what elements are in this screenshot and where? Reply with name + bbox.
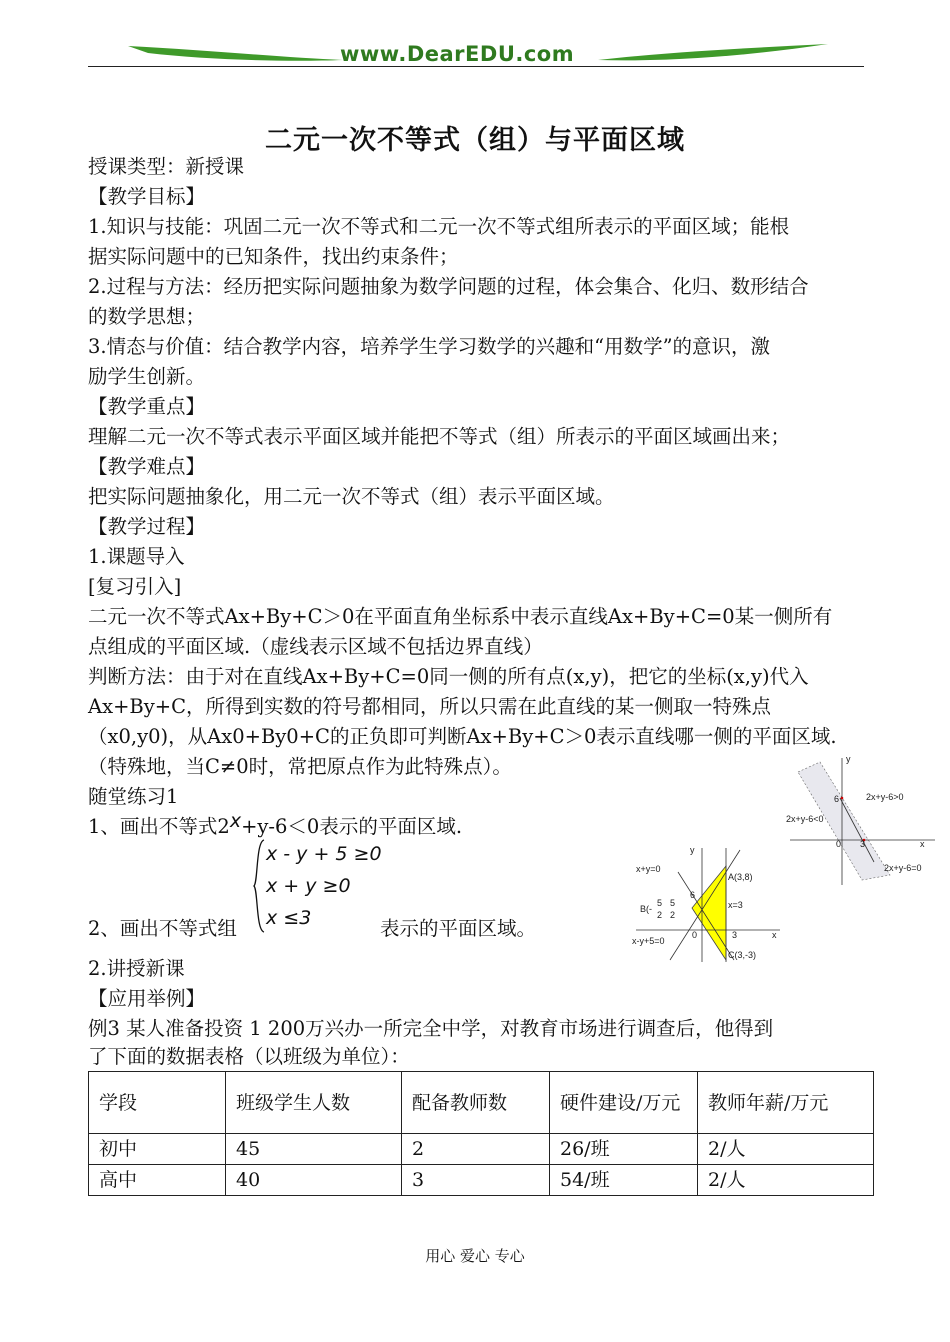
goal-3-cont: 励学生创新。 [88, 365, 206, 388]
difficulty-point: 把实际问题抽象化，用二元一次不等式（组）表示平面区域。 [88, 485, 615, 508]
graph-2-label: x [772, 930, 777, 940]
example-3-cont: 了下面的数据表格（以班级为单位）： [88, 1045, 410, 1068]
table-cell: 40 [226, 1165, 402, 1196]
site-logo-text: www.DearEDU.com [340, 42, 575, 66]
key-point: 理解二元一次不等式表示平面区域并能把不等式（组）所表示的平面区域画出来； [88, 425, 791, 448]
graph-2-label: A(3,8) [728, 872, 753, 882]
table-cell: 45 [226, 1134, 402, 1165]
table-cell: 2 [402, 1134, 550, 1165]
graph-exercise-2 [630, 842, 790, 964]
graph-2-label: 2 [670, 910, 676, 920]
section-heading-key: 【教学重点】 [88, 395, 206, 418]
table-cell: 54/班 [550, 1165, 698, 1196]
goal-1: 1.知识与技能：巩固二元一次不等式和二元一次不等式组所表示的平面区域；能根 [88, 215, 790, 238]
graph-2-label: 5 [670, 898, 676, 908]
section-heading-process: 【教学过程】 [88, 515, 206, 538]
graph-1-label: x [920, 839, 925, 849]
graph-1-label: 2x+y-6=0 [884, 863, 922, 873]
paragraph-line: （特殊地，当C≠0时，常把原点作为此特殊点）。 [88, 755, 512, 778]
table-cell: 高中 [89, 1165, 226, 1196]
step-intro: 1.课题导入 [88, 545, 185, 568]
graph-1-label: 0 [836, 839, 842, 849]
graph-2-label: 2 [657, 910, 663, 920]
goal-1-cont: 据实际问题中的已知条件，找出约束条件； [88, 245, 459, 268]
inequality-2: x + y ≥0 [266, 875, 351, 897]
graph-2-label: x-y+5=0 [632, 936, 665, 946]
graph-1-label: 3 [860, 839, 866, 849]
goal-2-cont: 的数学思想； [88, 305, 206, 328]
header-rule [88, 66, 864, 67]
table-header-cell: 教师年薪/万元 [698, 1072, 874, 1134]
table-cell: 3 [402, 1165, 550, 1196]
table-cell: 初中 [89, 1134, 226, 1165]
exercise-1-x: x [229, 810, 242, 832]
section-heading-goals: 【教学目标】 [88, 185, 206, 208]
inequality-3: x ≤3 [266, 907, 312, 929]
paragraph-line: 判断方法：由于对在直线Ax+By+C=0同一侧的所有点(x,y)，把它的坐标(x,y)代入 [88, 665, 809, 688]
graph-2-label: x+y=0 [636, 864, 661, 874]
graph-2-label: B(- [640, 904, 652, 914]
goal-3: 3.情态与价值：结合教学内容，培养学生学习数学的兴趣和“用数学”的意识，激 [88, 335, 771, 358]
table-header-cell: 硬件建设/万元 [550, 1072, 698, 1134]
graph-1-label: 6 [834, 794, 840, 804]
data-table [88, 1071, 874, 1196]
paragraph-line: Ax+By+C，所得到实数的符号都相同，所以只需在此直线的某一侧取一特殊点 [88, 695, 772, 718]
table-cell: 2/人 [698, 1165, 874, 1196]
goal-2: 2.过程与方法：经历把实际问题抽象为数学问题的过程，体会集合、化归、数形结合 [88, 275, 809, 298]
paragraph-line: 点组成的平面区域.（虚线表示区域不包括边界直线） [88, 635, 543, 658]
exercise-2-prefix: 2、画出不等式组 [88, 917, 237, 940]
inequality-1: x - y + 5 ≥0 [266, 843, 382, 865]
table-header-cell: 班级学生人数 [226, 1072, 402, 1134]
table-header-cell: 配备教师数 [402, 1072, 550, 1134]
step-new-lesson: 2.讲授新课 [88, 957, 185, 980]
table-header-cell: 学段 [89, 1072, 226, 1134]
graph-1-label: 2x+y-6>0 [866, 792, 904, 802]
graph-exercise-1 [780, 750, 940, 885]
paragraph-line: 二元一次不等式Ax+By+C＞0在平面直角坐标系中表示直线Ax+By+C=0某一侧所有 [88, 605, 833, 628]
table-cell: 2/人 [698, 1134, 874, 1165]
graph-2-label: C(3,-3) [728, 950, 757, 960]
graph-2-label: 5 [657, 898, 663, 908]
section-heading-examples: 【应用举例】 [88, 987, 206, 1010]
table-header-row [89, 1072, 874, 1134]
inequality-system [266, 838, 382, 934]
example-3: 例3 某人准备投资 1 200万兴办一所完全中学，对教育市场进行调查后，他得到 [88, 1017, 774, 1040]
exercise-2-suffix: 表示的平面区域。 [380, 917, 537, 940]
table-cell: 26/班 [550, 1134, 698, 1165]
brace-icon [252, 838, 266, 934]
exercise-1-prefix: 1、画出不等式2 [88, 815, 230, 838]
page-footer: 用心 爱心 专心 [425, 1247, 525, 1265]
page-title: 二元一次不等式（组）与平面区域 [265, 125, 685, 156]
graph-1-label: y [846, 754, 851, 764]
review-label: [复习引入] [88, 575, 182, 598]
lesson-type: 授课类型：新授课 [88, 155, 245, 178]
paragraph-line: （x0,y0)，从Ax0+By0+C的正负即可判断Ax+By+C＞0表示直线哪一侧的平面区域. [88, 725, 837, 748]
graph-2-label: x=3 [728, 900, 743, 910]
section-heading-difficulty: 【教学难点】 [88, 455, 206, 478]
practice-heading: 随堂练习1 [88, 785, 179, 808]
graph-1-label: 2x+y-6<0 [786, 814, 824, 824]
graph-2-label: 3 [732, 930, 738, 940]
table-row [89, 1165, 874, 1196]
table-row [89, 1134, 874, 1165]
exercise-1-suffix: +y-6＜0表示的平面区域. [241, 815, 463, 838]
graph-2-label: y [690, 845, 695, 855]
graph-2-label: 6 [690, 890, 696, 900]
graph-2-label: 0 [692, 930, 698, 940]
